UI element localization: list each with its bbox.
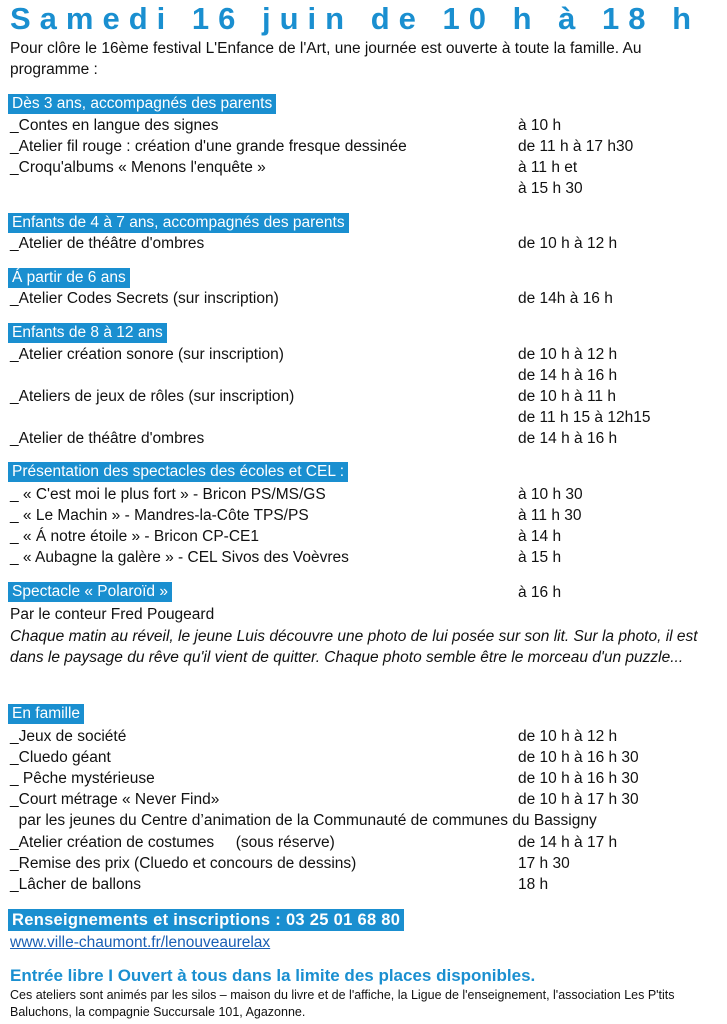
program-row xyxy=(10,136,720,157)
activity-label: _Cluedo géant xyxy=(10,749,111,766)
intro-text: Pour clôre le 16ème festival L'Enfance de l'Art, une journée est ouverte à toute la famille. Au programme : xyxy=(10,40,642,78)
program-row xyxy=(10,288,720,309)
activity-label: _Jeux de société xyxy=(10,728,127,745)
website-link[interactable]: www.ville-chaumont.fr/lenouveaurelax xyxy=(10,934,271,951)
page-title: Samedi 16 juin de 10 h à 18 h xyxy=(10,1,701,36)
activity-time: de 14 h à 16 h xyxy=(518,430,618,447)
activity-time: de 14 h à 16 h xyxy=(518,367,618,384)
program-row xyxy=(10,386,720,407)
activity-time: de 14h à 16 h xyxy=(518,290,613,307)
activity-time: 18 h xyxy=(518,876,549,893)
activity-label: _ « C'est moi le plus fort » - Bricon PS/MS/GS xyxy=(10,486,326,503)
program-row xyxy=(10,789,720,810)
activity-label: _ « Le Machin » - Mandres-la-Côte TPS/PS xyxy=(10,507,309,524)
program-row xyxy=(10,365,720,386)
activity-time: à 10 h 30 xyxy=(518,486,583,503)
activity-time: de 10 h à 11 h xyxy=(518,388,616,405)
activity-label: _Contes en langue des signes xyxy=(10,117,219,134)
activity-time: à 11 h 30 xyxy=(518,507,582,524)
activity-time: à 16 h xyxy=(518,584,562,601)
program-row xyxy=(10,768,720,789)
activity-label: _ Pêche mystérieuse xyxy=(10,770,155,787)
activity-label: _ « Aubagne la galère » - CEL Sivos des Voèvres xyxy=(10,549,349,566)
program-row xyxy=(10,547,720,568)
activity-time: à 15 h 30 xyxy=(518,180,583,197)
activity-time: à 15 h xyxy=(518,549,562,566)
section-header-spectacles-ecoles: Présentation des spectacles des écoles et CEL : xyxy=(8,462,348,482)
activity-time: de 10 h à 12 h xyxy=(518,728,618,745)
activity-time: de 10 h à 12 h xyxy=(518,235,618,252)
activity-time: de 10 h à 16 h 30 xyxy=(518,749,639,766)
program-row xyxy=(10,526,720,547)
spectacle-teller: Par le conteur Fred Pougeard xyxy=(10,606,215,623)
activity-time: à 10 h xyxy=(518,117,562,134)
program-row xyxy=(10,505,720,526)
program-row xyxy=(10,157,720,178)
activity-label: _Lâcher de ballons xyxy=(10,876,141,893)
activity-label: _ « Á notre étoile » - Bricon CP-CE1 xyxy=(10,528,259,545)
spectacle-time-row xyxy=(10,582,720,603)
activity-label: _Atelier création sonore (sur inscription) xyxy=(10,346,284,363)
footer-credits: Ces ateliers sont animés par les silos – maison du livre et de l'affiche, la Ligue de l'enseignement, l'association Les P'tits Baluchons, la compagnie Succursale 101, Agazonne. xyxy=(10,988,675,1019)
program-row xyxy=(10,407,720,428)
activity-time: de 10 h à 12 h xyxy=(518,346,618,363)
activity-time: de 10 h à 17 h 30 xyxy=(518,791,639,808)
contact-banner: Renseignements et inscriptions : 03 25 01 68 80 xyxy=(8,909,404,931)
activity-time: de 11 h à 17 h30 xyxy=(518,138,634,155)
activity-label: _Atelier de théâtre d'ombres xyxy=(10,430,205,447)
section-header-en-famille: En famille xyxy=(8,704,84,724)
activity-time: de 11 h 15 à 12h15 xyxy=(518,409,651,426)
activity-label: _Atelier fil rouge : création d'une grande fresque dessinée xyxy=(10,138,407,155)
program-row xyxy=(10,726,720,747)
program-row xyxy=(10,853,720,874)
activity-label: _Croqu'albums « Menons l'enquête » xyxy=(10,159,266,176)
section-header-8-12-ans: Enfants de 8 à 12 ans xyxy=(8,323,167,343)
activity-label: _Remise des prix (Cluedo et concours de dessins) xyxy=(10,855,357,872)
section-header-4-7-ans: Enfants de 4 à 7 ans, accompagnés des parents xyxy=(8,213,349,233)
entree-libre-text: Entrée libre I Ouvert à tous dans la limite des places disponibles. xyxy=(10,966,536,985)
court-metrage-note: par les jeunes du Centre d’animation de la Communauté de communes du Bassigny xyxy=(10,812,597,829)
activity-time: de 14 h à 17 h xyxy=(518,834,618,851)
activity-time: à 14 h xyxy=(518,528,562,545)
section-header-6-ans: Á partir de 6 ans xyxy=(8,268,130,288)
program-row xyxy=(10,874,720,895)
program-row xyxy=(10,428,720,449)
activity-label: _Atelier création de costumes (sous réserve) xyxy=(10,834,335,851)
section-header-3-ans: Dès 3 ans, accompagnés des parents xyxy=(8,94,276,114)
activity-time: 17 h 30 xyxy=(518,855,570,872)
section-header-spectacle: Spectacle « Polaroïd » xyxy=(8,582,172,602)
program-row xyxy=(10,747,720,768)
activity-time: de 10 h à 16 h 30 xyxy=(518,770,639,787)
program-row xyxy=(10,344,720,365)
activity-label: _Atelier Codes Secrets (sur inscription) xyxy=(10,290,279,307)
program-row xyxy=(10,832,720,853)
activity-label: _Court métrage « Never Find» xyxy=(10,791,220,808)
spectacle-description: Chaque matin au réveil, le jeune Luis découvre une photo de lui posée sur son lit. Sur la photo, il est dans le paysage du rêve qu'il vient de quitter. Chaque photo semble être le morceau d'un puzzle... xyxy=(10,628,698,666)
program-row xyxy=(10,484,720,505)
program-row xyxy=(10,178,720,199)
activity-label: _Ateliers de jeux de rôles (sur inscription) xyxy=(10,388,295,405)
activity-time: à 11 h et xyxy=(518,159,578,176)
program-row xyxy=(10,233,720,254)
activity-label: _Atelier de théâtre d'ombres xyxy=(10,235,205,252)
program-row xyxy=(10,115,720,136)
